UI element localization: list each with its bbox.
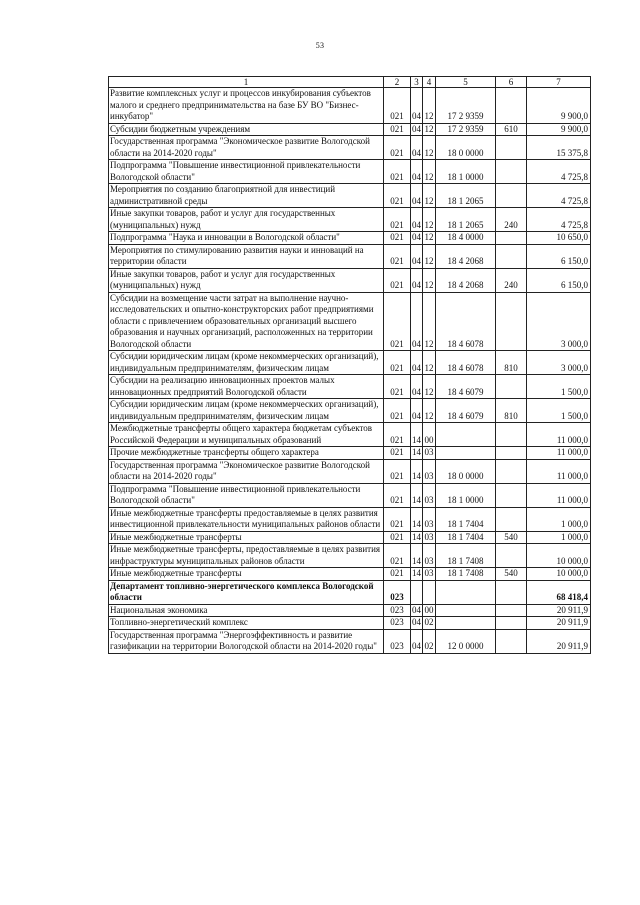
column-header: 4: [423, 77, 436, 88]
target-article-cell: [436, 447, 496, 460]
target-article-cell: 18 0 0000: [436, 136, 496, 160]
subsection-cell: 12: [423, 244, 436, 268]
section-cell: 04: [411, 375, 423, 399]
expense-type-cell: [496, 483, 527, 507]
target-article-cell: 18 1 7408: [436, 568, 496, 581]
row-name-cell: Субсидии юридическим лицам (кроме некоммерческих организаций), индивидуальным предпринимателям, физическим лицам: [109, 399, 384, 423]
expense-type-cell: [496, 160, 527, 184]
target-article-cell: 17 2 9359: [436, 123, 496, 136]
admin-code-cell: 023: [384, 604, 411, 617]
target-article-cell: 17 2 9359: [436, 88, 496, 124]
subsection-cell: 03: [424, 447, 434, 457]
amount-cell: 1 000,0: [527, 507, 591, 531]
subsection-cell: 03: [423, 483, 436, 507]
target-article-cell: 18 1 0000: [436, 160, 496, 184]
target-article-cell: 18 4 2068: [436, 244, 496, 268]
row-name-cell: Департамент топливно-энергетического комплекса Вологодской области: [109, 580, 384, 604]
table-row: [109, 531, 591, 544]
amount-cell: 11 000,0: [527, 459, 591, 483]
row-name-cell: Иные межбюджетные трансферты, предоставляемые в целях развития инфраструктуры муниципальных районов области: [109, 544, 384, 568]
section-cell: 04: [411, 399, 423, 423]
amount-cell: 4 725,8: [527, 184, 591, 208]
section-cell: 04: [412, 232, 421, 242]
target-article-cell: 18 1 7404: [436, 507, 496, 531]
row-name-cell: Иные межбюджетные трансферты: [109, 568, 384, 581]
section-cell: 04: [411, 629, 423, 653]
admin-code-cell: 021: [384, 351, 411, 375]
admin-code-cell: 021: [384, 244, 411, 268]
subsection-cell: 02: [424, 617, 434, 627]
table-row: [109, 399, 591, 423]
target-article-cell: [436, 580, 496, 604]
section-cell: 04: [412, 123, 421, 134]
section-cell: 14: [411, 544, 423, 568]
expense-type-cell: 610: [496, 123, 527, 136]
row-name-cell: Иные межбюджетные трансферты предоставляемые в целях развития инвестиционной привлекательности муниципальных районов области: [109, 507, 384, 531]
admin-code-cell: 021: [384, 568, 411, 581]
page-number: 53: [315, 41, 325, 50]
subsection-cell: 02: [423, 629, 436, 653]
row-name-cell: Мероприятия по созданию благоприятной для инвестиций административной среды: [109, 184, 384, 208]
target-article-cell: 18 0 0000: [436, 459, 496, 483]
column-header: 1: [109, 77, 384, 88]
amount-cell: 3 000,0: [527, 351, 591, 375]
subsection-cell: 12: [424, 232, 434, 242]
table-row: [109, 629, 591, 653]
amount-cell: 11 000,0: [527, 483, 591, 507]
amount-cell: 4 725,8: [527, 160, 591, 184]
target-article-cell: 18 1 0000: [436, 483, 496, 507]
expense-type-cell: [496, 136, 527, 160]
admin-code-cell: 023: [384, 617, 411, 630]
admin-code-cell: 023: [384, 629, 411, 653]
row-name-cell: Подпрограмма "Наука и инновации в Вологодской области": [109, 232, 384, 245]
target-article-cell: [436, 423, 496, 447]
expense-type-cell: [496, 580, 527, 604]
table-row: [109, 459, 591, 483]
section-cell: 04: [412, 604, 421, 615]
subsection-cell: 12: [423, 292, 436, 351]
table-row: [109, 268, 591, 292]
table-row: [109, 232, 591, 245]
subsection-cell: 00: [424, 604, 434, 615]
column-header: 7: [527, 77, 591, 88]
column-header: 5: [436, 77, 496, 88]
row-name-cell: Субсидии юридическим лицам (кроме некоммерческих организаций), индивидуальным предпринимателям, физическим лицам: [109, 351, 384, 375]
table-row: [109, 208, 591, 232]
expense-type-cell: [496, 507, 527, 531]
expense-type-cell: 240: [496, 208, 527, 232]
amount-cell: 6 150,0: [527, 244, 591, 268]
section-cell: 04: [411, 160, 423, 184]
amount-cell: 20 911,9: [527, 617, 591, 630]
row-name-cell: Государственная программа "Энергоэффективность и развитие газификации на территории Вологодской области на 2014-2020 годы": [109, 629, 384, 653]
expense-type-cell: [496, 604, 527, 617]
admin-code-cell: 021: [384, 268, 411, 292]
amount-cell: 10 000,0: [527, 568, 591, 581]
target-article-cell: 18 4 6079: [436, 375, 496, 399]
amount-cell: 9 900,0: [527, 123, 591, 136]
subsection-cell: 12: [423, 184, 436, 208]
row-name-cell: Национальная экономика: [109, 604, 384, 617]
subsection-cell: 03: [423, 507, 436, 531]
section-cell: 14: [412, 447, 421, 457]
section-cell: 14: [411, 459, 423, 483]
target-article-cell: 18 4 6078: [436, 292, 496, 351]
admin-code-cell: 021: [384, 123, 411, 136]
expense-type-cell: 540: [496, 531, 527, 544]
section-cell: 04: [411, 136, 423, 160]
table-row: [109, 507, 591, 531]
target-article-cell: 18 4 6078: [436, 351, 496, 375]
admin-code-cell: 021: [384, 507, 411, 531]
expense-type-cell: [496, 459, 527, 483]
expense-type-cell: [496, 292, 527, 351]
expense-type-cell: 810: [496, 399, 527, 423]
admin-code-cell: 021: [384, 544, 411, 568]
amount-cell: 1 500,0: [527, 375, 591, 399]
amount-cell: 20 911,9: [527, 604, 591, 617]
expense-type-cell: [496, 88, 527, 124]
target-article-cell: [436, 617, 496, 630]
amount-cell: 68 418,4: [527, 580, 591, 604]
subsection-cell: 12: [423, 88, 436, 124]
amount-cell: 3 000,0: [527, 292, 591, 351]
target-article-cell: [436, 604, 496, 617]
row-name-cell: Субсидии на реализацию инновационных проектов малых инновационных предприятий Вологодской области: [109, 375, 384, 399]
table-body: [109, 88, 591, 654]
section-cell: 14: [411, 507, 423, 531]
amount-cell: 9 900,0: [527, 88, 591, 124]
admin-code-cell: 021: [384, 136, 411, 160]
admin-code-cell: 021: [384, 447, 411, 460]
subsection-cell: 03: [424, 531, 434, 542]
table-row: [109, 604, 591, 617]
table-row: [109, 88, 591, 124]
subsection-cell: 12: [423, 160, 436, 184]
table-row: [109, 447, 591, 460]
expense-type-cell: [496, 447, 527, 460]
subsection-cell: [423, 580, 436, 604]
admin-code-cell: 021: [384, 483, 411, 507]
admin-code-cell: 021: [384, 399, 411, 423]
section-cell: 04: [411, 351, 423, 375]
amount-cell: 4 725,8: [527, 208, 591, 232]
column-header: 2: [384, 77, 411, 88]
subsection-cell: 12: [423, 399, 436, 423]
subsection-cell: 12: [423, 375, 436, 399]
table-row: [109, 580, 591, 604]
table-row: [109, 375, 591, 399]
column-header: 6: [496, 77, 527, 88]
subsection-cell: 03: [423, 459, 436, 483]
expense-type-cell: 540: [496, 568, 527, 581]
table-row: [109, 568, 591, 581]
row-name-cell: Субсидии на возмещение части затрат на выполнение научно-исследовательских и опытно-конструкторских работ предприятиями области с привлечением образовательных организаций высшего образования и научных организаций, расположенных на территории Вологодской области: [109, 292, 384, 351]
table-row: [109, 483, 591, 507]
row-name-cell: Иные закупки товаров, работ и услуг для государственных (муниципальных) нужд: [109, 208, 384, 232]
row-name-cell: Подпрограмма "Повышение инвестиционной привлекательности Вологодской области": [109, 483, 384, 507]
column-header: 3: [411, 77, 423, 88]
section-cell: 04: [411, 244, 423, 268]
target-article-cell: 18 4 6079: [436, 399, 496, 423]
expense-type-cell: 810: [496, 351, 527, 375]
target-article-cell: 18 1 2065: [436, 208, 496, 232]
amount-cell: 10 650,0: [527, 232, 591, 245]
subsection-cell: 12: [423, 136, 436, 160]
row-name-cell: Иные межбюджетные трансферты: [109, 531, 384, 544]
row-name-cell: Иные закупки товаров, работ и услуг для государственных (муниципальных) нужд: [109, 268, 384, 292]
expense-type-cell: [496, 423, 527, 447]
table-row: [109, 617, 591, 630]
header-row: [109, 77, 591, 88]
table-row: [109, 184, 591, 208]
expense-type-cell: [496, 375, 527, 399]
table-row: [109, 544, 591, 568]
expense-type-cell: [496, 232, 527, 245]
subsection-cell: 00: [423, 423, 436, 447]
amount-cell: 20 911,9: [527, 629, 591, 653]
admin-code-cell: 023: [384, 580, 411, 604]
admin-code-cell: 021: [384, 459, 411, 483]
section-cell: 14: [412, 531, 421, 542]
admin-code-cell: 021: [384, 184, 411, 208]
table-row: [109, 160, 591, 184]
amount-cell: 11 000,0: [527, 423, 591, 447]
subsection-cell: 12: [423, 351, 436, 375]
section-cell: 04: [411, 292, 423, 351]
row-name-cell: Прочие межбюджетные трансферты общего характера: [109, 447, 384, 460]
target-article-cell: 18 4 2068: [436, 268, 496, 292]
admin-code-cell: 021: [384, 375, 411, 399]
amount-cell: 15 375,8: [527, 136, 591, 160]
table-row: [109, 123, 591, 136]
table-row: [109, 351, 591, 375]
row-name-cell: Мероприятия по стимулированию развития науки и инноваций на территории области: [109, 244, 384, 268]
expense-type-cell: [496, 617, 527, 630]
admin-code-cell: 021: [384, 160, 411, 184]
subsection-cell: 12: [423, 208, 436, 232]
subsection-cell: 03: [424, 568, 434, 578]
subsection-cell: 12: [424, 123, 434, 134]
admin-code-cell: 021: [384, 531, 411, 544]
amount-cell: 6 150,0: [527, 268, 591, 292]
target-article-cell: 18 4 0000: [436, 232, 496, 245]
target-article-cell: 18 1 2065: [436, 184, 496, 208]
expense-type-cell: [496, 244, 527, 268]
row-name-cell: Развитие комплексных услуг и процессов инкубирования субъектов малого и среднего предпринимательства на базе БУ ВО "Бизнес-инкубатор": [109, 88, 384, 124]
row-name-cell: Государственная программа "Экономическое развитие Вологодской области на 2014-2020 годы": [109, 136, 384, 160]
target-article-cell: 18 1 7404: [436, 531, 496, 544]
expense-type-cell: [496, 629, 527, 653]
amount-cell: 1 000,0: [527, 531, 591, 544]
section-cell: 04: [411, 88, 423, 124]
table-row: [109, 136, 591, 160]
section-cell: 14: [412, 568, 421, 578]
row-name-cell: Подпрограмма "Повышение инвестиционной привлекательности Вологодской области": [109, 160, 384, 184]
admin-code-cell: 021: [384, 423, 411, 447]
admin-code-cell: 021: [384, 232, 411, 245]
row-name-cell: Государственная программа "Экономическое развитие Вологодской области на 2014-2020 годы": [109, 459, 384, 483]
expense-type-cell: [496, 544, 527, 568]
row-name-cell: Межбюджетные трансферты общего характера бюджетам субъектов Российской Федерации и муниципальных образований: [109, 423, 384, 447]
table-row: [109, 423, 591, 447]
table-row: [109, 292, 591, 351]
section-cell: [411, 580, 423, 604]
admin-code-cell: 021: [384, 208, 411, 232]
amount-cell: 11 000,0: [527, 447, 591, 460]
section-cell: 04: [411, 184, 423, 208]
section-cell: 04: [412, 617, 421, 627]
expense-type-cell: 240: [496, 268, 527, 292]
section-cell: 14: [411, 483, 423, 507]
budget-table: [108, 76, 591, 654]
section-cell: 04: [411, 208, 423, 232]
admin-code-cell: 021: [384, 88, 411, 124]
amount-cell: 1 500,0: [527, 399, 591, 423]
section-cell: 14: [411, 423, 423, 447]
amount-cell: 10 000,0: [527, 544, 591, 568]
row-name-cell: Топливно-энергетический комплекс: [109, 617, 384, 630]
table-row: [109, 244, 591, 268]
expense-type-cell: [496, 184, 527, 208]
target-article-cell: 18 1 7408: [436, 544, 496, 568]
subsection-cell: 03: [423, 544, 436, 568]
subsection-cell: 12: [423, 268, 436, 292]
row-name-cell: Субсидии бюджетным учреждениям: [109, 123, 384, 136]
admin-code-cell: 021: [384, 292, 411, 351]
section-cell: 04: [411, 268, 423, 292]
target-article-cell: 12 0 0000: [436, 629, 496, 653]
